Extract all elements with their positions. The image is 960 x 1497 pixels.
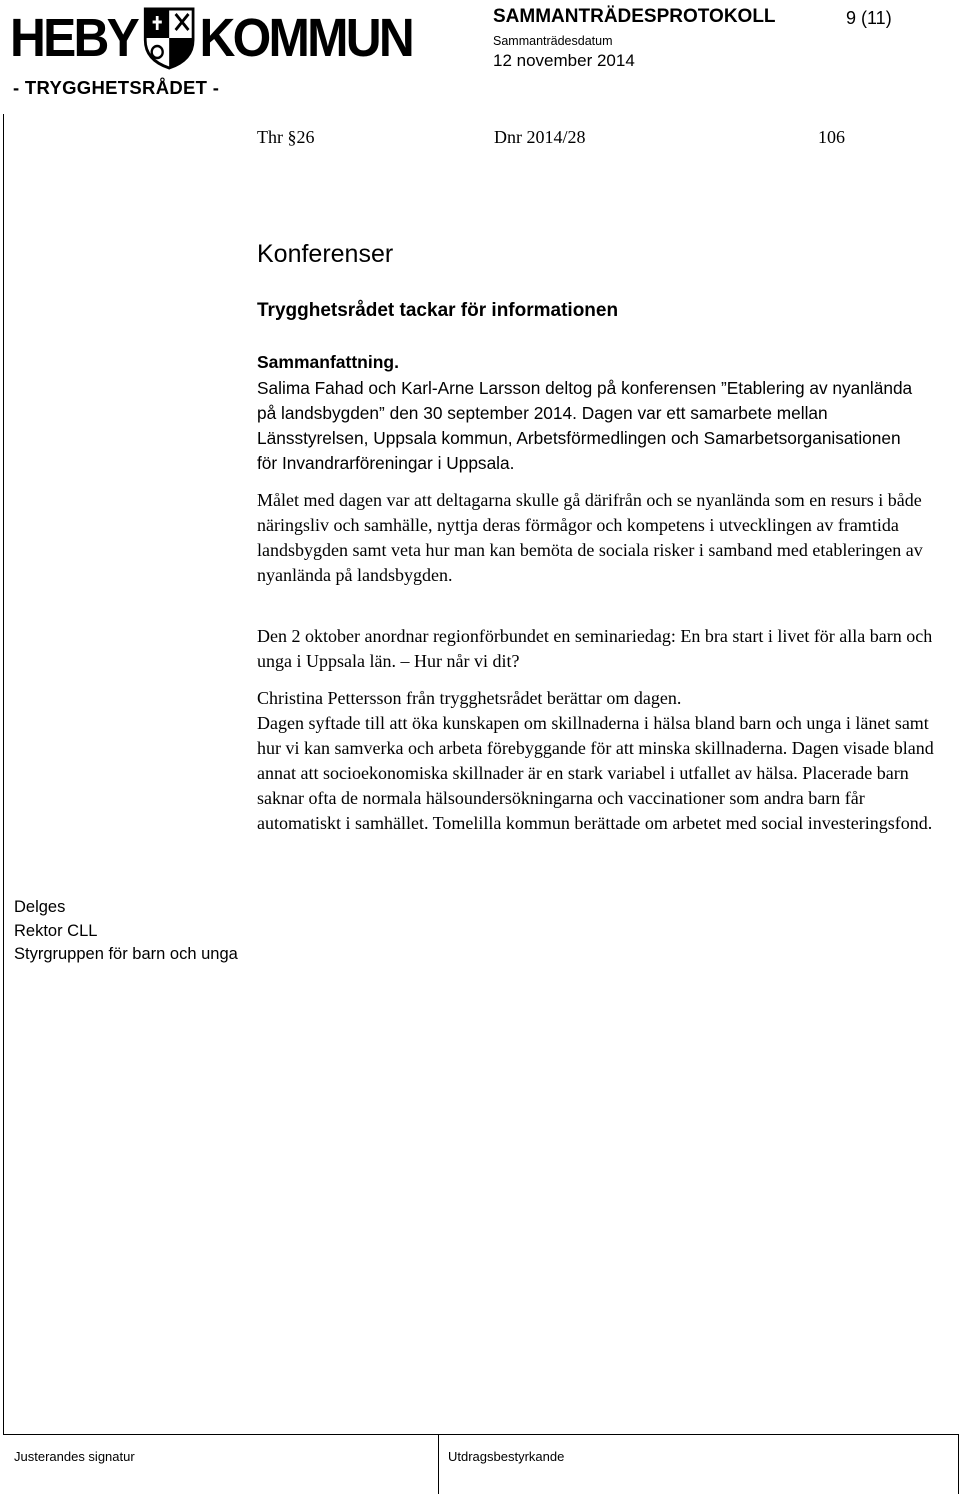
meeting-date-label: Sammanträdesdatum <box>493 34 613 48</box>
certification-field-label: Utdragsbestyrkande <box>448 1449 565 1464</box>
paragraph-seminar: Den 2 oktober anordnar regionförbundet en seminariedag: En bra start i livet för alla barn och unga i Uppsala län. – Hur når vi dit? <box>257 626 933 671</box>
footer-right-border <box>958 1434 959 1494</box>
summary-label: Sammanfattning. <box>257 352 399 372</box>
case-number: 106 <box>818 127 845 147</box>
paragraph-report-details: Dagen syftade till att öka kunskapen om skillnaderna i hälsa bland barn och unga i länet samt hur vi kan samverka och arbeta förebyggande för att minska skillnaderna. Dagen visade bland annat att socioekonomiska skillnader är en stark variabel i utfallet av hälsa. Placerade barn saknar ofta de normala hälsoundersökningarna och vaccinationer som andra barn får automatiskt i samhället. Tomelilla kommun berättade om arbetet med social investeringsfond. <box>257 713 934 833</box>
paragraph-conference: Salima Fahad och Karl-Arne Larsson deltog på konferensen ”Etablering av nyanlända på landsbygden” den 30 september 2014. Dagen var ett samarbete mellan Länsstyrelsen, Uppsala kommun, Arbetsförmedlingen och Samarbetsorganisationen för Invandrarföreningar i Uppsala. <box>257 378 913 473</box>
document-title: SAMMANTRÄDESPROTOKOLL <box>493 6 776 27</box>
logo-word-left: HEBY <box>10 8 137 68</box>
footer-middle-divider <box>438 1434 439 1494</box>
paragraph-report-intro: Christina Pettersson från trygghetsrådet berättar om dagen. <box>257 688 682 708</box>
distribution-recipient: Rektor CLL <box>14 921 98 940</box>
coat-of-arms-icon <box>143 6 196 70</box>
decision-text: Trygghetsrådet tackar för informationen <box>257 300 619 321</box>
section-heading: Konferenser <box>257 240 394 268</box>
left-margin-line <box>3 114 4 1434</box>
signature-field-label: Justerandes signatur <box>14 1449 135 1464</box>
distribution-list <box>14 896 238 967</box>
heby-kommun-logo <box>10 2 413 74</box>
paragraph-goal: Målet med dagen var att deltagarna skulle gå därifrån och se nyanlända som en resurs i både näringsliv och samhälle, nyttja deras förmågor och kompetens i utvecklingen av framtida landsbygden samt veta hur man kan bemöta de sociala risker i samband med etableringen av nyanlända på landsbygden. <box>257 490 923 585</box>
page-number: 9 (11) <box>846 8 892 28</box>
paragraph-number: Thr §26 <box>257 127 315 147</box>
distribution-label: Delges <box>14 898 66 916</box>
distribution-recipient: Styrgruppen för barn och unga <box>14 945 238 963</box>
meeting-date: 12 november 2014 <box>493 51 635 70</box>
diary-number: Dnr 2014/28 <box>494 127 586 147</box>
footer-divider <box>3 1434 959 1435</box>
logo-word-right: KOMMUN <box>199 8 413 68</box>
council-name: - TRYGGHETSRÅDET - <box>13 77 220 98</box>
